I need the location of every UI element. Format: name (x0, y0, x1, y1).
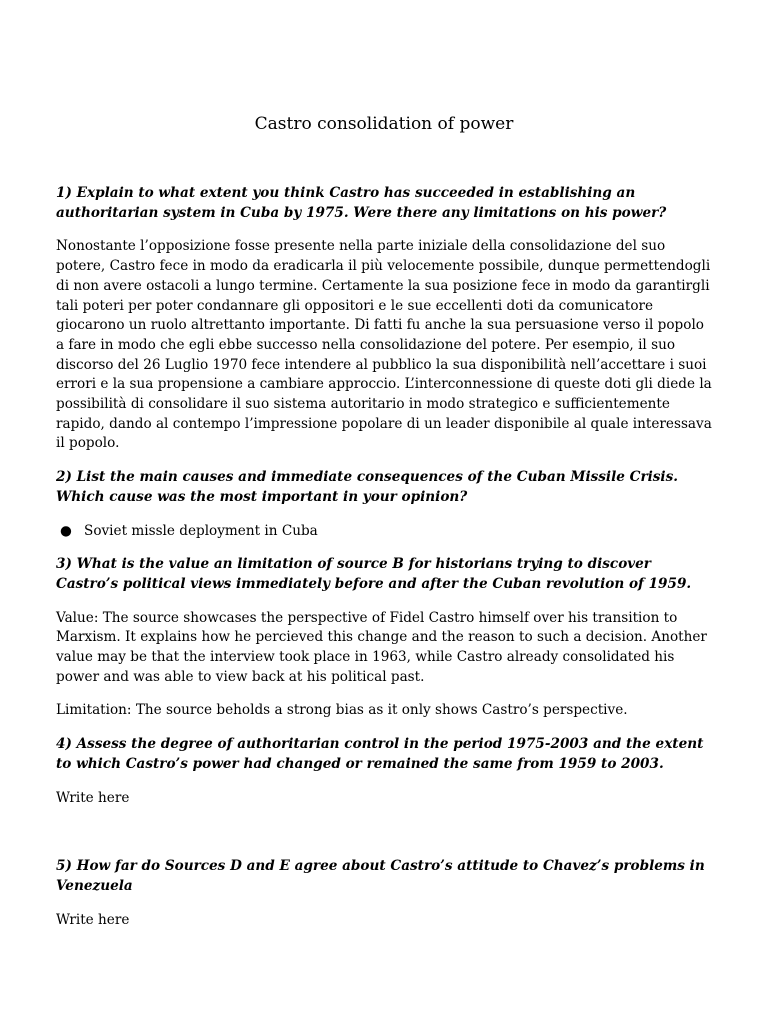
answer-3-limitation: Limitation: The source beholds a strong bias as it only shows Castro’s perspective. (56, 702, 628, 719)
answer-4-placeholder: Write here (56, 789, 130, 806)
document-title: Castro consolidation of power (254, 114, 514, 134)
answer-5-placeholder: Write here (56, 911, 130, 928)
answer-1: Nonostante l’opposizione fosse presente nella parte iniziale della consolidazione del suo potere, Castro fece in modo da eradicarla il più velocemente possibile, dunque permettendogli di non avere ostacoli a lungo termine. Certamente la sua posizione fece in modo da garantirgli tali poteri per poter condannare gli oppositori e le sue eccellenti doti da comunicatore giocarono un ruolo altrettanto importante. Di fatti fu anche la sua persuasione verso il popolo a fare in modo che egli ebbe successo nella consolidazione del potere. Per esempio, il suo discorso del 26 Luglio 1970 fece intendere al pubblico la sua disponibilità nell’accettare i suoi errori e la sua propensione a cambiare approccio. L’interconnessione di queste doti gli diede la possibilità di consolidare il suo sistema autoritario in modo strategico e sufficientemente rapido, dando al contempo l’impressione popolare di un leader disponibile al quale interessava il popolo. (56, 238, 712, 452)
question-1: 1) Explain to what extent you think Castro has succeeded in establishing an authoritarian system in Cuba by 1975. Were there any limitations on his power? (56, 185, 667, 221)
bullet-text: Soviet missle deployment in Cuba (84, 522, 318, 539)
question-4: 4) Assess the degree of authoritarian control in the period 1975-2003 and the extent to which Castro’s power had changed or remained the same from 1959 to 2003. (56, 736, 704, 772)
question-5: 5) How far do Sources D and E agree about Castro’s attitude to Chavez’s problems in Venezuela (56, 858, 705, 894)
answer-2-bullet-list (56, 522, 716, 542)
question-2: 2) List the main causes and immediate consequences of the Cuban Missile Crisis. Which cause was the most important in your opinion? (56, 469, 678, 505)
document-body (56, 184, 716, 944)
bullet-dot-icon: ● (60, 522, 72, 539)
answer-3-value: Value: The source showcases the perspective of Fidel Castro himself over his transition to Marxism. It explains how he percieved this change and the reason to such a decision. Another value may be that the interview took place in 1963, while Castro already consolidated his power and was able to view back at his political past. (56, 609, 707, 685)
bullet-list-item (56, 522, 716, 542)
question-3: 3) What is the value an limitation of source B for historians trying to discover Castro’s political views immediately before and after the Cuban revolution of 1959. (56, 556, 692, 592)
